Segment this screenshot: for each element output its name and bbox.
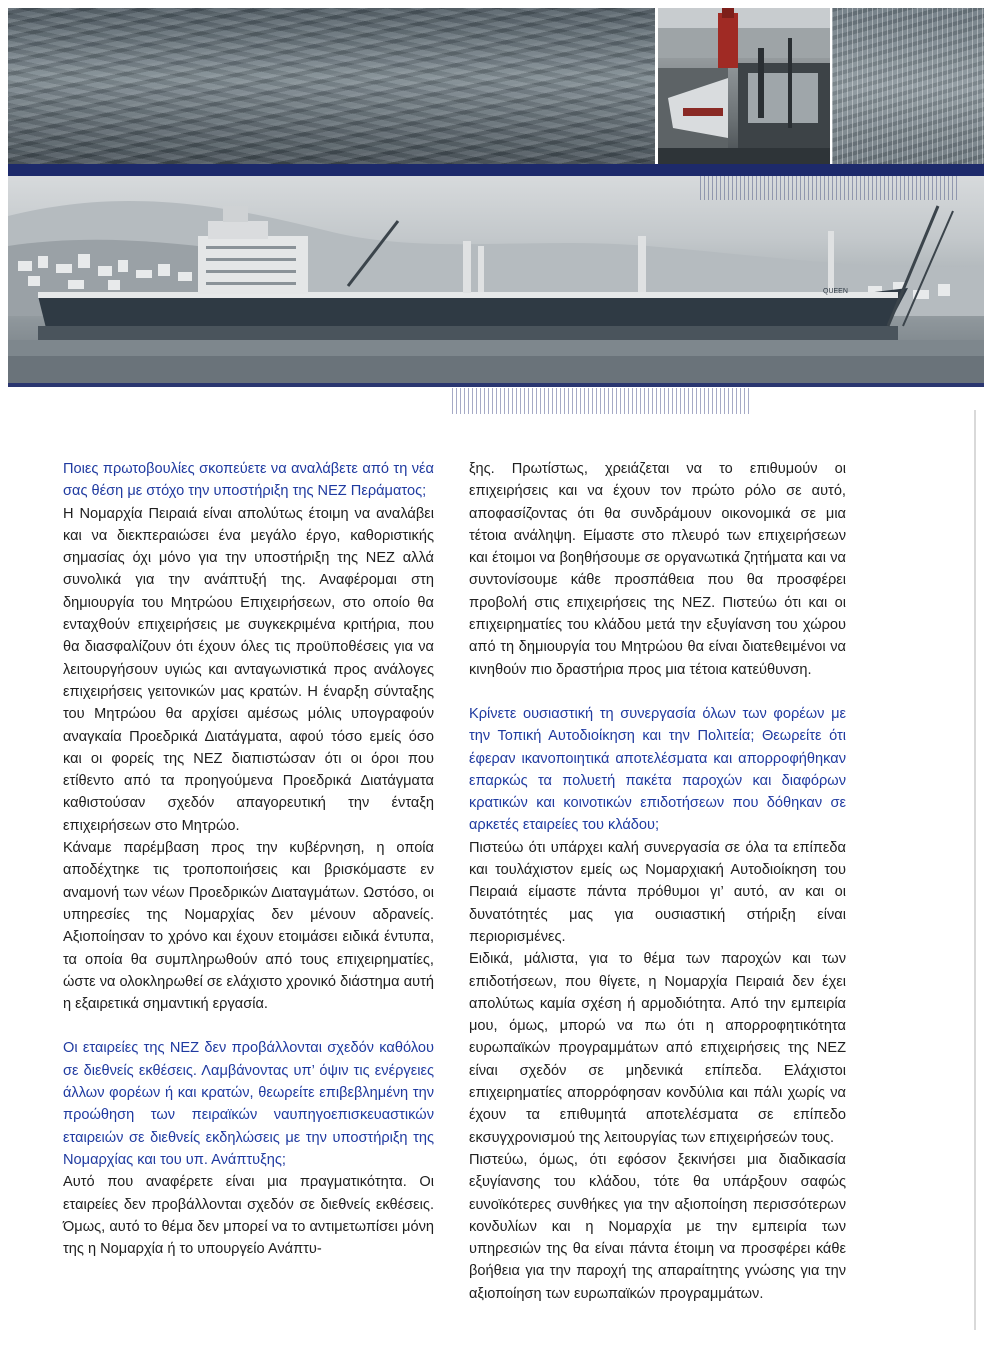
spacer bbox=[63, 1015, 434, 1037]
answer-3-paragraph-3: Πιστεύω, όμως, ότι εφόσον ξεκινήσει μια διαδικασία εξυγίανσης του κλάδου, τότε θα υπάρξουν σαφώς ευνοϊκότερες συνθήκες για την αξιοποίηση περισσότερων κονδυλίων και η Νομαρχία με την εμπειρία των υπηρεσιών της θα είναι πάντα έτοιμη να προσφέρει κάθε βοήθεια για την παροχή της απαραίτητης γνώσης για την αξιοποίηση των ευρωπαϊκών προγραμμάτων. bbox=[469, 1151, 846, 1302]
answer-1-paragraph-2: Κάναμε παρέμβαση προς την κυβέρνηση, η οποία αποδέχτηκε τις τροποποιήσεις και βρισκόμαστε εν αναμονή των νέων Προεδρικών Διαταγμάτων. Ωστόσο, οι υπηρεσίες της Νομαρχίας δεν μένουν αδρανείς. Αξιοποίησαν το χρόνο και έχουν ετοιμάσει ειδικά έντυπα, τα οποία θα συμπληρωθούν από τους επιχειρηματίες, ώστε να ολοκληρωθεί σε ελάχιστο χρονικό διάστημα αυτή η εξαιρετικά σημαντική εργασία. bbox=[63, 840, 434, 1013]
page-edge-rule bbox=[974, 410, 976, 1330]
photo-bottom-rule bbox=[8, 383, 984, 387]
question-1: Ποιες πρωτοβουλίες σκοπεύετε να αναλάβετε από τη νέα σας θέση με στόχο την υποστήριξη της ΝΕΖ Περάματος; bbox=[63, 461, 434, 500]
answer-2-continued: ξης. Πρωτίστως, χρειάζεται να το επιθυμούν οι επιχειρήσεις και να έχουν τον πρώτο ρόλο σε αυτό, αποφασίζοντας ότι θα συνδράμουν οικονομικά σε μια τέτοια ανάληψη. Είμαστε στο πλευρό των επιχειρήσεων και έτοιμοι να βοηθήσουμε σε οργανωτικά ζητήματα και να συντονίσουμε κάθε προσπάθεια που θα προσφέρει προβολή στις επιχειρήσεις της ΝΕΖ. Πιστεύω ότι και οι επιχειρηματίες του κλάδου μετά την εξυγίανση του χώρου από τη δημιουργία του Μητρώου θα είναι διατεθειμένοι να κινηθούν πιο δραστήρια προς μια τέτοια κατεύθυνση. bbox=[469, 461, 846, 678]
shipyard-illustration bbox=[658, 8, 830, 164]
ship-name-label: QUEEN bbox=[823, 288, 848, 295]
ship-port-photo bbox=[8, 176, 984, 383]
spacer bbox=[469, 681, 846, 703]
shipyard-photo bbox=[658, 8, 830, 164]
sea-stripes bbox=[832, 8, 984, 164]
header-band bbox=[8, 164, 984, 176]
right-column bbox=[469, 458, 846, 1305]
answer-3-paragraph-2: Ειδικά, μάλιστα, για το θέμα των παροχών και των επιδοτήσεων, που θίγετε, η Νομαρχία Πειραιά δεν έχει απολύτως καμία σχέση ή αρμοδιότητα. Από την εμπειρία μου, όμως, μπορώ να πω ότι η απορροφητικότητα ευρωπαϊκών προγραμμάτων από επιχειρήσεις της ΝΕΖ είναι σχεδόν σε μηδενικά επίπεδα. Ελάχιστοι επιχειρηματίες απορρόφησαν κονδύλια και πάλι χωρίς να έχουν τα επιθυμητά αποτελέσματα σε επίπεδο εκσυγχρονισμού της λειτουργίας των επιχειρήσεών τους. bbox=[469, 951, 846, 1146]
sea-photo bbox=[8, 8, 655, 164]
decorative-stripes-top bbox=[700, 176, 960, 200]
ship-illustration bbox=[8, 176, 984, 383]
answer-1-paragraph-1: Η Νομαρχία Πειραιά είναι απολύτως έτοιμη να αναλάβει και να διεκπεραιώσει ένα μεγάλο έργο, καθοριστικής σημασίας όχι μόνο για την υποστήριξη της ΝΕΖ αλλά συνολικά για την ανάπτυξή της. Αναφέρομαι στη δημιουργία του Μητρώου Επιχειρήσεων, στο οποίο θα ενταχθούν επιχειρήσεις με συγκεκριμένα κριτήρια, που θα διασφαλίζουν ότι έχουν όλες τις προϋποθέσεις για να λειτουργήσουν υγιώς και ανταγωνιστικά προς ανάλογες επιχειρήσεις γειτονικών μας κρατών. Η έναρξη σύνταξης του Μητρώου θα αρχίσει αμέσως μόλις υπογραφούν αναγκαία Προεδρικά Διατάγματα, αφού τόσο εμείς όσο και οι φορείς της ΝΕΖ διαπιστώσαν ότι οι όροι που ετίθεντο από τα προηγούμενα Προεδρικά Διατάγματα καθιστούσαν σχεδόν απαγορευτική την ένταξη επιχειρήσεων στο Μητρώο. bbox=[63, 505, 434, 834]
answer-2-paragraph-1: Αυτό που αναφέρετε είναι μια πραγματικότητα. Οι εταιρείες δεν προβάλλονται σχεδόν σε διεθνείς εκθέσεις. Όμως, αυτό το θέμα δεν μπορεί να το αντιμετωπίσει μόνη της η Νομαρχία ή το υπουργείο Ανάπτυ- bbox=[63, 1174, 434, 1258]
question-2: Οι εταιρείες της ΝΕΖ δεν προβάλλονται σχεδόν καθόλου σε διεθνείς εκθέσεις. Λαμβάνοντας υπ’ όψιν τις ενέργειες άλλων φορέων ή και κρατών, θεωρείτε επιβεβλημένη την προώθηση των πειραϊκών ναυπηγοεπισκευαστικών εταιρειών σε διεθνείς εκδηλώσεις με την υποστήριξη της Νομαρχίας και του υπ. Ανάπτυξης; bbox=[63, 1040, 434, 1168]
question-3: Κρίνετε ουσιαστική τη συνεργασία όλων των φορέων με την Τοπική Αυτοδιοίκηση και την Πολιτεία; Θεωρείτε ότι έφεραν ικανοποιητικά αποτελέσματα και απορροφήθηκαν επαρκώς τα πολυετή πακέτα παροχών και διαφόρων κρατικών και κοινοτικών επιδοτήσεων που δόθηκαν σε αρκετές εταιρείες του κλάδου; bbox=[469, 705, 846, 834]
decorative-stripes bbox=[452, 388, 752, 414]
left-column bbox=[63, 458, 434, 1260]
answer-3-paragraph-1: Πιστεύω ότι υπάρχει καλή συνεργασία σε όλα τα επίπεδα και τουλάχιστον εμείς ως Νομαρχιακή Αυτοδιοίκηση του Πειραιά είμαστε πάντα πρόθυμοι γι’ αυτό, αν και οι δυνατότητές μας για ουσιαστική στήριξη είναι περιορισμένες. bbox=[469, 839, 846, 945]
